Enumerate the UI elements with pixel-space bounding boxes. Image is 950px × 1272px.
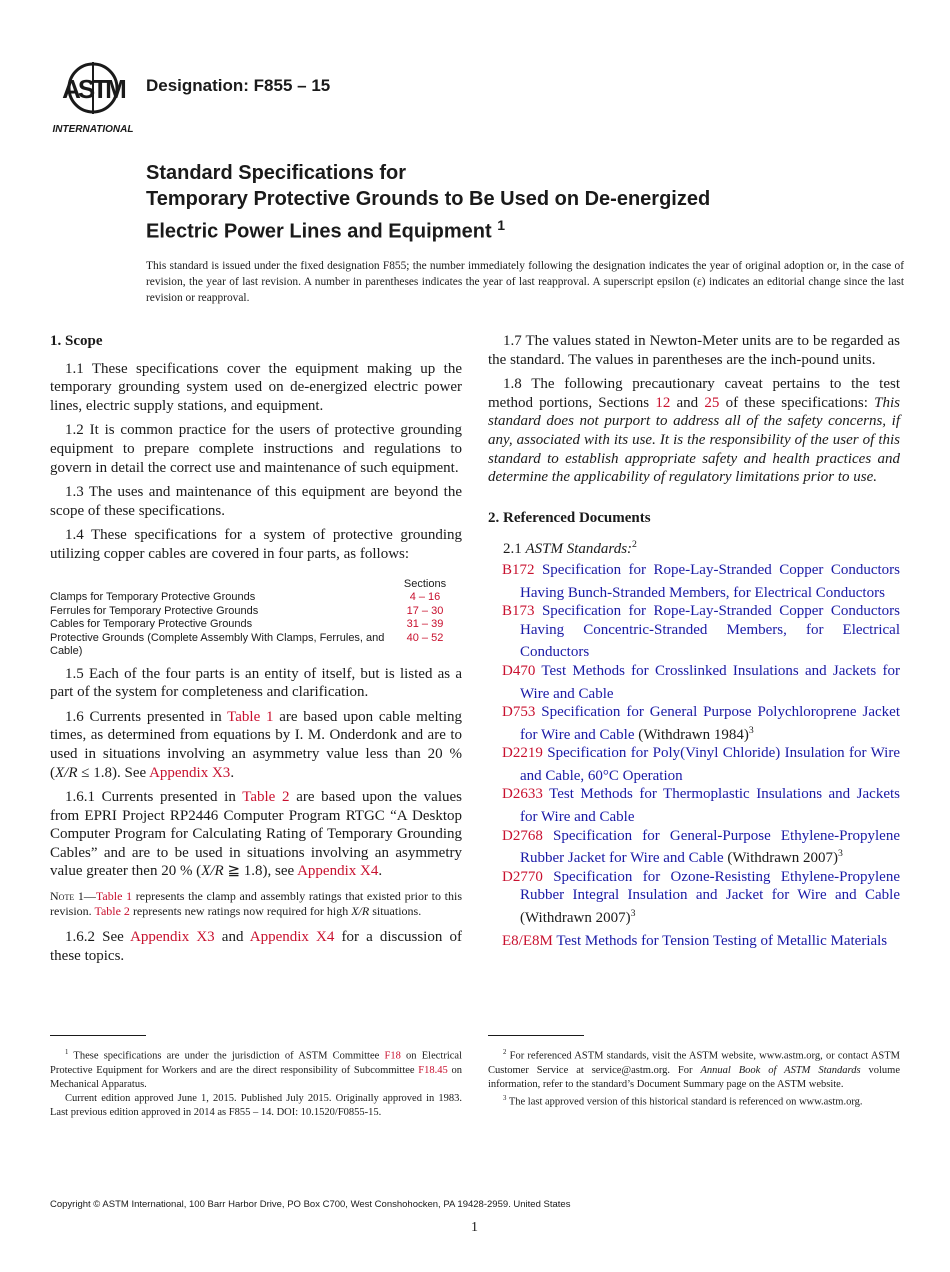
table-row: [50, 618, 462, 632]
note-label: Note 1: [50, 889, 84, 904]
text: 1.8 The following precautionary caveat pertains to the test method portions, Sections: [488, 376, 900, 411]
paragraph-1-2: 1.2 It is common practice for the users of protective grounding equipment to prepare complete instructions and regulations to govern in detail the correct use and maintenance of such equipment.: [50, 422, 462, 476]
footnote-1: [50, 1046, 462, 1092]
reference-item: [488, 561, 900, 602]
table-2-link[interactable]: Table 2: [94, 903, 130, 918]
table-row-sections-link[interactable]: 17 – 30: [406, 604, 444, 617]
appendix-x4-link[interactable]: Appendix X4: [297, 863, 379, 880]
logo-caption: INTERNATIONAL: [52, 124, 134, 135]
right-column: [488, 332, 900, 950]
note-1: [50, 889, 462, 918]
subcommittee-f18-45-link[interactable]: F18.45: [418, 1064, 448, 1076]
reference-withdrawn-note: (Withdrawn 2007): [520, 910, 631, 927]
table-row-label: Protective Grounds (Complete Assembly With Clamps, Ferrules, and Cable): [50, 631, 385, 658]
table-2-link[interactable]: Table 2: [242, 789, 290, 806]
footnote-ref[interactable]: 2: [632, 539, 637, 551]
text: ≧ 1.8), see: [223, 863, 298, 880]
reference-item: [488, 602, 900, 662]
text: These specifications are under the jurisdiction of ASTM Committee: [68, 1050, 385, 1062]
astm-standards-subheading: [488, 536, 900, 559]
logo-letters: ASTM: [62, 74, 124, 104]
reference-title-link[interactable]: Specification for Rope-Lay-Stranded Copper Conductors Having Bunch-Stranded Members, for Electrical Conductors: [520, 561, 900, 601]
reference-title-link[interactable]: Test Methods for Tension Testing of Metallic Materials: [556, 932, 888, 949]
astm-logo: [50, 58, 136, 136]
section-25-link[interactable]: 25: [704, 394, 720, 411]
text: and: [214, 929, 250, 946]
xr-symbol: X/R: [201, 863, 224, 880]
table-row: [50, 605, 462, 619]
note-dash: —: [83, 889, 96, 904]
paragraph-1-7: 1.7 The values stated in Newton-Meter units are to be regarded as the standard. The values in parentheses are the inch-pound units.: [488, 333, 900, 368]
text: on Mechanical Apparatus.: [50, 1064, 462, 1090]
footnote-divider: [488, 1035, 584, 1036]
designation: Designation: F855 – 15: [146, 76, 331, 95]
paragraph-1-6-1: [50, 788, 462, 881]
reference-title-link[interactable]: Specification for General Purpose Polychloroprene Jacket for Wire and Cable: [520, 704, 900, 743]
title-line-1: Standard Specifications for: [146, 162, 407, 184]
text: 1.6.1 Currents presented in: [65, 789, 243, 806]
text: are based upon cable melting times, as determined from equations by I. M. Onderdonk and are to used in situations involving an asymmetry value less than 20 % (: [50, 708, 463, 781]
reference-code-link[interactable]: D2219: [502, 745, 543, 762]
text: For referenced ASTM standards, visit the ASTM website, www.astm.org, or contact ASTM Customer Service at service@astm.org. For: [488, 1050, 900, 1076]
footnote-2: [488, 1046, 900, 1092]
appendix-x3-link[interactable]: Appendix X3: [149, 764, 231, 781]
reference-code-link[interactable]: D2768: [502, 827, 543, 844]
reference-code-link[interactable]: E8/E8M: [502, 932, 553, 949]
intro-paragraph: This standard is issued under the fixed designation F855; the number immediately following the designation indicates the year of original adoption or, in the case of revision, the year of last revision. A number in parentheses indicates the year of last reapproval. A superscript epsilon (ε) indicates an editorial change since the last revision or reapproval.: [146, 260, 904, 304]
footnote-marker: 3: [503, 1094, 507, 1102]
paragraph-1-4: 1.4 These specifications for a system of protective grounding utilizing copper cables are covered in four parts, as follows:: [50, 527, 462, 562]
reference-withdrawn-note: (Withdrawn 2007): [723, 850, 839, 867]
text: of these specifications:: [719, 394, 875, 411]
footnote-1-approval: Current edition approved June 1, 2015. Published July 2015. Originally approved in 1983. Last previous edition approved in 2014 as F855 – 14. DOI: 10.1520/F0855-15.: [50, 1092, 462, 1118]
sections-table: [50, 578, 462, 659]
reference-list: [488, 561, 900, 950]
text: and: [670, 394, 705, 411]
table-row-sections-link[interactable]: 31 – 39: [406, 618, 444, 631]
text: situations.: [369, 903, 422, 918]
reference-title-link[interactable]: Specification for Poly(Vinyl Chloride) Insulation for Wire and Cable, 60°C Operation: [520, 745, 901, 784]
text: .: [230, 764, 235, 781]
footnote-ref[interactable]: 3: [748, 724, 754, 736]
reference-item: [488, 785, 900, 826]
xr-symbol: X/R: [55, 764, 78, 781]
text: on Electrical Protective Equipment for Workers and are the direct responsibility of Subcommittee: [50, 1050, 462, 1076]
sections-header: Sections: [403, 577, 447, 590]
referenced-documents-heading: 2. Referenced Documents: [488, 509, 651, 526]
paragraph-1-5: 1.5 Each of the four parts is an entity of itself, but is listed as a part of the system for completeness and clarification.: [50, 665, 462, 701]
paragraph-1-3: 1.3 The uses and maintenance of this equipment are beyond the scope of these specifications.: [50, 484, 462, 519]
committee-f18-link[interactable]: F18: [384, 1050, 401, 1062]
title-line-3-text: Electric Power Lines and Equipment: [146, 220, 492, 243]
table-row-sections-link[interactable]: 40 – 52: [406, 631, 444, 644]
reference-code-link[interactable]: D753: [502, 704, 536, 721]
reference-title-link[interactable]: Test Methods for Crosslinked Insulations and Jackets for Wire and Cable: [520, 662, 901, 702]
table-row-label: Clamps for Temporary Protective Grounds: [50, 591, 256, 604]
text: ≤ 1.8). See: [77, 764, 150, 781]
text: .: [378, 863, 383, 880]
reference-item: [488, 827, 900, 868]
title-line-2: Temporary Protective Grounds to Be Used on De-energized: [146, 188, 711, 210]
table-row: [50, 591, 462, 605]
footnote-divider: [50, 1035, 146, 1036]
footnotes-left: [50, 1035, 462, 1120]
appendix-x3-link[interactable]: Appendix X3: [130, 929, 215, 946]
safety-caveat: This standard does not purport to address all of the safety concerns, if any, associated with its use. It is the responsibility of the user of this standard to establish appropriate safety and health practices and determine the applicability of regulatory limitations prior to use.: [488, 394, 900, 486]
reference-code-link[interactable]: B173: [502, 603, 535, 620]
paragraph-1-1: 1.1 These specifications cover the equipment making up the temporary grounding system used on de-energized electric power lines, electric supply stations, and equipment.: [50, 360, 462, 414]
text: The last approved version of this historical standard is referenced on www.astm.org.: [506, 1096, 863, 1107]
title-footnote-ref[interactable]: 1: [497, 217, 505, 233]
table-row: [50, 632, 462, 659]
footnote-3: [488, 1092, 900, 1110]
paragraph-1-8: [488, 375, 900, 487]
paragraph-1-6-2: [50, 928, 462, 965]
reference-code-link[interactable]: B172: [502, 561, 535, 578]
reference-withdrawn-note: (Withdrawn 1984): [634, 726, 749, 743]
table-row-label: Ferrules for Temporary Protective Grounds: [50, 604, 259, 617]
footnote-ref[interactable]: 3: [630, 908, 636, 920]
text: ASTM Standards:: [525, 541, 633, 558]
reference-title-link[interactable]: Specification for Ozone-Resisting Ethylene-Propylene Rubber Integral Insulation and Jacket for Wire and Cable: [520, 868, 900, 904]
text: 1.6 Currents presented in: [65, 708, 228, 725]
reference-code-link[interactable]: D2633: [502, 786, 543, 803]
text: Annual Book of ASTM Standards: [700, 1064, 861, 1076]
copyright-notice: Copyright © ASTM International, 100 Barr Harbor Drive, PO Box C700, West Conshohocken, PA 19428-2959. United States: [50, 1199, 571, 1210]
section-12-link[interactable]: 12: [655, 394, 671, 411]
table-row-label: Cables for Temporary Protective Grounds: [50, 618, 253, 631]
reference-title-link[interactable]: Test Methods for Thermoplastic Insulations and Jackets for Wire and Cable: [520, 786, 900, 826]
text: 2.1: [503, 541, 526, 558]
reference-title-link[interactable]: Specification for General-Purpose Ethylene-Propylene Rubber Jacket for Wire and Cable: [520, 827, 900, 867]
footnote-marker: 1: [65, 1049, 69, 1056]
footnote-ref[interactable]: 3: [838, 848, 843, 860]
table-1-link[interactable]: Table 1: [95, 889, 133, 904]
reference-code-link[interactable]: D470: [502, 662, 536, 679]
reference-item: [488, 868, 900, 928]
reference-title-link[interactable]: Specification for Rope-Lay-Stranded Copper Conductors Having Concentric-Stranded Members, for Electrical Conductors: [520, 603, 900, 661]
table-1-link[interactable]: Table 1: [227, 708, 274, 725]
text: for a discussion of these topics.: [50, 929, 462, 964]
document-title: [146, 160, 846, 245]
footnote-marker: 2: [503, 1049, 507, 1056]
paragraph-1-6: [50, 708, 462, 782]
reference-item: [488, 662, 900, 703]
reference-code-link[interactable]: D2770: [502, 868, 543, 885]
xr-symbol: X/R: [351, 903, 370, 918]
reference-item: [488, 928, 900, 951]
appendix-x4-link[interactable]: Appendix X4: [249, 929, 335, 946]
footnotes-right: [488, 1035, 900, 1109]
table-row-sections-link[interactable]: 4 – 16: [409, 591, 441, 604]
page-number: 1: [471, 1220, 478, 1235]
scope-heading: 1. Scope: [50, 333, 103, 349]
text: represents the clamp and assembly ratings that existed prior to this revision.: [50, 889, 463, 918]
text: represents new ratings now required for high: [129, 903, 352, 918]
left-column: [50, 332, 462, 971]
text: 1.6.2 See: [65, 929, 131, 946]
reference-item: [488, 703, 900, 744]
text: are based upon the values from EPRI Project RP2446 Computer Program RTGC “A Desktop Computer Program for Calculating Rating of Temporary Grounding Cables” and are to be used in situations involving an asymmetry value greater then 20 % (: [50, 789, 462, 880]
text: volume information, refer to the standard’s Document Summary page on the ASTM website.: [488, 1064, 900, 1090]
title-line-3: [146, 212, 846, 245]
astm-logo-mark: [50, 58, 136, 136]
reference-item: [488, 744, 900, 785]
